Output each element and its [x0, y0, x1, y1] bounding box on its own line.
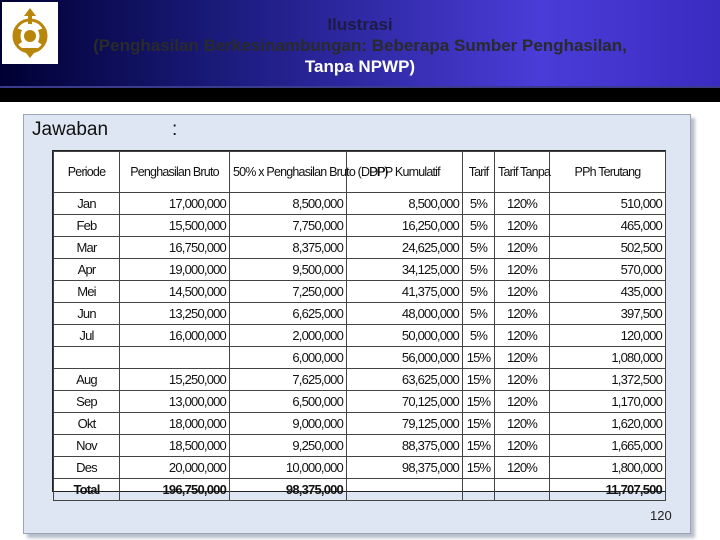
table-cell: 88,375,000	[347, 435, 463, 457]
table-row	[54, 369, 666, 391]
table-cell: 6,625,000	[230, 303, 347, 325]
table-cell: 5%	[463, 215, 495, 237]
table-cell: 120%	[495, 413, 550, 435]
table-cell: 6,000,000	[230, 347, 347, 369]
table-cell: 13,000,000	[120, 391, 230, 413]
table-row	[54, 215, 666, 237]
column-header: DPP Kumulatif	[347, 152, 463, 193]
table-cell: 15%	[463, 369, 495, 391]
calculation-table	[52, 150, 666, 497]
table-row	[54, 281, 666, 303]
table-cell: Jul	[54, 325, 120, 347]
total-cell: 196,750,000	[120, 479, 230, 501]
title-line-2: (Penghasilan Berkesinambungan: Beberapa Sumber Penghasilan,	[93, 36, 627, 55]
table-cell: Mei	[54, 281, 120, 303]
table-cell: 17,000,000	[120, 193, 230, 215]
table-row	[54, 325, 666, 347]
table-cell: 20,000,000	[120, 457, 230, 479]
table-cell: 15%	[463, 347, 495, 369]
table-cell: 120%	[495, 435, 550, 457]
table-cell: 8,500,000	[347, 193, 463, 215]
table-cell: 120%	[495, 237, 550, 259]
table-row	[54, 303, 666, 325]
table-cell: 1,080,000	[550, 347, 666, 369]
answer-label: Jawaban	[32, 119, 109, 140]
answer-colon: :	[172, 119, 178, 140]
table-cell: 1,170,000	[550, 391, 666, 413]
table-cell: 120%	[495, 325, 550, 347]
table-cell: 5%	[463, 259, 495, 281]
table-cell: 14,500,000	[120, 281, 230, 303]
table-cell: 7,250,000	[230, 281, 347, 303]
table-cell: 98,375,000	[347, 457, 463, 479]
table-cell: 5%	[463, 237, 495, 259]
table-cell: 2,000,000	[230, 325, 347, 347]
table-cell: 9,000,000	[230, 413, 347, 435]
table-cell	[54, 347, 120, 369]
table-cell: 120%	[495, 259, 550, 281]
table-cell: Sep	[54, 391, 120, 413]
header-bar	[0, 86, 720, 102]
table-cell: 5%	[463, 193, 495, 215]
table-cell: 9,500,000	[230, 259, 347, 281]
column-header: Periode	[54, 152, 120, 193]
table-cell: 5%	[463, 281, 495, 303]
table-header-row	[54, 152, 666, 193]
table-cell: 510,000	[550, 193, 666, 215]
table-cell: Feb	[54, 215, 120, 237]
table-row	[54, 413, 666, 435]
table-cell: 120%	[495, 281, 550, 303]
table-cell: 120%	[495, 215, 550, 237]
column-header: Tarif	[463, 152, 495, 193]
table-cell: Nov	[54, 435, 120, 457]
title-line-3: Tanpa NPWP)	[304, 57, 416, 76]
column-header: PPh Terutang	[550, 152, 666, 193]
table-row	[54, 193, 666, 215]
table-cell: 15%	[463, 457, 495, 479]
table-cell: 120%	[495, 457, 550, 479]
table-row	[54, 237, 666, 259]
table-cell: 120%	[495, 303, 550, 325]
table-cell: 435,000	[550, 281, 666, 303]
table-cell: 15%	[463, 391, 495, 413]
table-row	[54, 347, 666, 369]
total-cell: 11,707,500	[550, 479, 666, 501]
table-cell: 56,000,000	[347, 347, 463, 369]
table-cell: 1,800,000	[550, 457, 666, 479]
table-row	[54, 259, 666, 281]
table-cell: 5%	[463, 325, 495, 347]
table-cell: Mar	[54, 237, 120, 259]
slide-title	[0, 14, 720, 77]
table-cell: 120%	[495, 347, 550, 369]
table-cell: Aug	[54, 369, 120, 391]
table-cell: 13,250,000	[120, 303, 230, 325]
table-cell: 24,625,000	[347, 237, 463, 259]
table-cell	[120, 347, 230, 369]
table-cell: 8,375,000	[230, 237, 347, 259]
table-cell: 120%	[495, 369, 550, 391]
table-cell: 15,250,000	[120, 369, 230, 391]
table-cell: 8,500,000	[230, 193, 347, 215]
table-cell: 1,620,000	[550, 413, 666, 435]
table-cell: Jun	[54, 303, 120, 325]
table-cell: 34,125,000	[347, 259, 463, 281]
table-cell: 63,625,000	[347, 369, 463, 391]
total-cell	[347, 479, 463, 501]
table-cell: 19,000,000	[120, 259, 230, 281]
table-cell: 9,250,000	[230, 435, 347, 457]
table-row	[54, 391, 666, 413]
table-cell: 41,375,000	[347, 281, 463, 303]
table-cell: 79,125,000	[347, 413, 463, 435]
table-cell: 120%	[495, 193, 550, 215]
total-cell	[463, 479, 495, 501]
total-row	[54, 479, 666, 501]
table-row	[54, 435, 666, 457]
total-cell: Total	[54, 479, 120, 501]
table-cell: 1,372,500	[550, 369, 666, 391]
page-number: 120	[650, 508, 672, 523]
table-cell: 7,625,000	[230, 369, 347, 391]
table-cell: 120,000	[550, 325, 666, 347]
column-header: 50% x Penghasilan Bruto (DPP)	[230, 152, 347, 193]
table-cell: 48,000,000	[347, 303, 463, 325]
table-cell: 16,750,000	[120, 237, 230, 259]
table-cell: 397,500	[550, 303, 666, 325]
table-cell: 70,125,000	[347, 391, 463, 413]
total-cell: 98,375,000	[230, 479, 347, 501]
table-cell: 16,250,000	[347, 215, 463, 237]
table-cell: Apr	[54, 259, 120, 281]
table-cell: 10,000,000	[230, 457, 347, 479]
table-cell: 6,500,000	[230, 391, 347, 413]
total-cell	[495, 479, 550, 501]
table-cell: 16,000,000	[120, 325, 230, 347]
table-cell: 120%	[495, 391, 550, 413]
table-cell: 1,665,000	[550, 435, 666, 457]
table-cell: 15%	[463, 413, 495, 435]
table-cell: 18,000,000	[120, 413, 230, 435]
table-cell: 465,000	[550, 215, 666, 237]
table-cell: 50,000,000	[347, 325, 463, 347]
table-cell: Des	[54, 457, 120, 479]
table-cell: 15,500,000	[120, 215, 230, 237]
table-cell: Okt	[54, 413, 120, 435]
table-cell: Jan	[54, 193, 120, 215]
table-cell: 18,500,000	[120, 435, 230, 457]
title-line-1: Ilustrasi	[327, 15, 393, 34]
table-cell: 7,750,000	[230, 215, 347, 237]
table-cell: 15%	[463, 435, 495, 457]
column-header: Penghasilan Bruto	[120, 152, 230, 193]
table-row	[54, 457, 666, 479]
table-cell: 570,000	[550, 259, 666, 281]
table-cell: 5%	[463, 303, 495, 325]
table-cell: 502,500	[550, 237, 666, 259]
column-header: Tarif Tanpa	[495, 152, 550, 193]
